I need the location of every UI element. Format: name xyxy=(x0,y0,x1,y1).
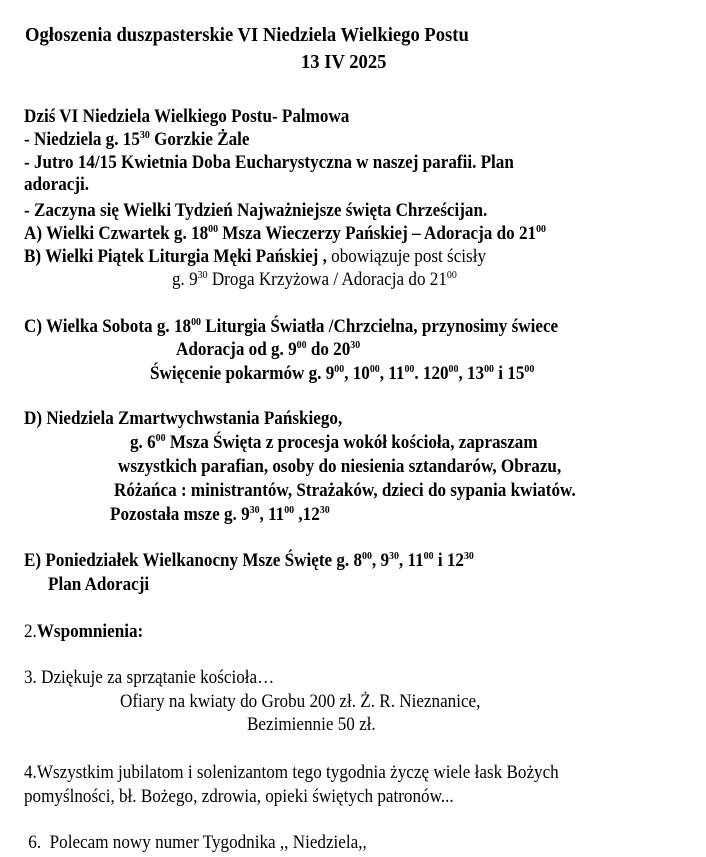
text: E) Poniedziałek Wielkanocny Msze Święte g. 8 xyxy=(24,550,363,571)
sup: 00 xyxy=(334,363,345,375)
sunday-line-4: Różańca : ministrantów, Strażaków, dzieci do sypania kwiatów. xyxy=(114,480,576,501)
text: Adoracja od g. 9 xyxy=(176,339,297,360)
sunday-line-2 xyxy=(130,432,538,454)
intro-line: Dziś VI Niedziela Wielkiego Postu- Palmowa xyxy=(24,106,350,127)
text: Gorzkie Żale xyxy=(149,129,250,150)
text: obowiązuje post ścisły xyxy=(326,246,487,267)
wishes-line-1: 4.Wszystkim jubilatom i solenizantom tego tygodnia życzę wiele łask Bożych xyxy=(24,762,559,783)
sunday-line-3: wszystkich parafian, osoby do niesienia sztandarów, Obrazu, xyxy=(118,456,562,477)
sup: 30 xyxy=(319,504,330,516)
wishes-line-2: pomyślności, bł. Bożego, zdrowia, opieki świętych patronów... xyxy=(24,786,454,807)
page-title: Ogłoszenia duszpasterskie VI Niedziela Wielkiego Postu xyxy=(25,24,469,46)
sup: 00 xyxy=(155,432,166,444)
text: . 120 xyxy=(414,363,449,384)
sup: 00 xyxy=(536,223,546,235)
page-date: 13 IV 2025 xyxy=(301,51,387,73)
sup: 00 xyxy=(284,504,295,516)
text: , 9 xyxy=(371,550,390,571)
saturday-line-2 xyxy=(176,339,360,361)
sup: 00 xyxy=(448,363,459,375)
sup: 30 xyxy=(197,269,208,281)
text: - Niedziela g. 15 xyxy=(24,129,140,150)
text: Święcenie pokarmów g. 9 xyxy=(150,363,335,384)
text: Pozostała msze g. 9 xyxy=(110,504,250,525)
text: , 11 xyxy=(398,550,424,571)
sup: 00 xyxy=(369,363,380,375)
thanks-line-1: 3. Dziękuje za sprzątanie kościoła… xyxy=(24,667,275,688)
saturday-line-3 xyxy=(150,363,534,385)
text: , 13 xyxy=(458,363,485,384)
monday-line-2: Plan Adoracji xyxy=(48,574,150,595)
sup: 30 xyxy=(139,129,150,141)
sup: 30 xyxy=(350,339,361,351)
eucharist-line-2: adoracji. xyxy=(24,174,90,195)
sup: 00 xyxy=(446,269,457,281)
sup: 30 xyxy=(249,504,260,516)
memories-heading: Wspomnienia: xyxy=(36,621,144,642)
text: Msza Święta z procesja wokół kościoła, zapraszam xyxy=(165,432,538,453)
thanks-line-3: Bezimiennie 50 zł. xyxy=(247,714,376,735)
monday-line-1 xyxy=(24,550,474,572)
text: i 15 xyxy=(493,363,525,384)
recommend-line: 6. Polecam nowy numer Tygodnika ,, Niedziela,, xyxy=(24,832,367,853)
text: g. 6 xyxy=(130,432,156,453)
sup: 00 xyxy=(362,550,372,562)
thursday-line xyxy=(24,223,546,245)
eucharist-line-1: - Jutro 14/15 Kwietnia Doba Eucharystyczna w naszej parafii. Plan xyxy=(24,152,514,173)
text: , 11 xyxy=(379,363,405,384)
sup: 30 xyxy=(463,550,474,562)
sunday-line-1: D) Niedziela Zmartwychwstania Pańskiego, xyxy=(24,408,343,429)
thanks-line-2: Ofiary na kwiaty do Grobu 200 zł. Ż. R. Nieznanice, xyxy=(120,691,481,712)
sup: 00 xyxy=(423,550,434,562)
text: do 20 xyxy=(306,339,351,360)
sunday-line-5 xyxy=(110,504,330,526)
sup: 00 xyxy=(296,339,307,351)
text: 2. xyxy=(24,621,37,642)
text: , 10 xyxy=(344,363,370,384)
sup: 00 xyxy=(524,363,535,375)
sup: 30 xyxy=(389,550,399,562)
text: , 11 xyxy=(259,504,285,525)
text: i 12 xyxy=(433,550,464,571)
text: C) Wielka Sobota g. 18 xyxy=(24,316,192,337)
text: Msza Wieczerzy Pańskiej – Adoracja do 21 xyxy=(218,223,537,244)
holy-week-line: - Zaczyna się Wielki Tydzień Najważniejsze święta Chrześcijan. xyxy=(24,200,488,221)
sup: 00 xyxy=(208,223,219,235)
text: B) Wielki Piątek Liturgia Męki Pańskiej , xyxy=(24,246,327,267)
text: ,12 xyxy=(294,504,320,525)
sup: 00 xyxy=(484,363,494,375)
sup: 00 xyxy=(404,363,415,375)
friday-line-1 xyxy=(24,246,486,268)
saturday-line-1 xyxy=(24,316,558,338)
sup: 00 xyxy=(191,316,201,328)
text: Liturgia Światła /Chrzcielna, przynosimy świece xyxy=(200,316,559,337)
text: A) Wielki Czwartek g. 18 xyxy=(24,223,209,244)
gorzkie-zale-line xyxy=(24,129,250,151)
text: Droga Krzyżowa / Adoracja do 21 xyxy=(207,269,447,290)
text: g. 9 xyxy=(172,269,198,290)
memories-line xyxy=(24,621,143,643)
friday-line-2 xyxy=(172,269,457,291)
